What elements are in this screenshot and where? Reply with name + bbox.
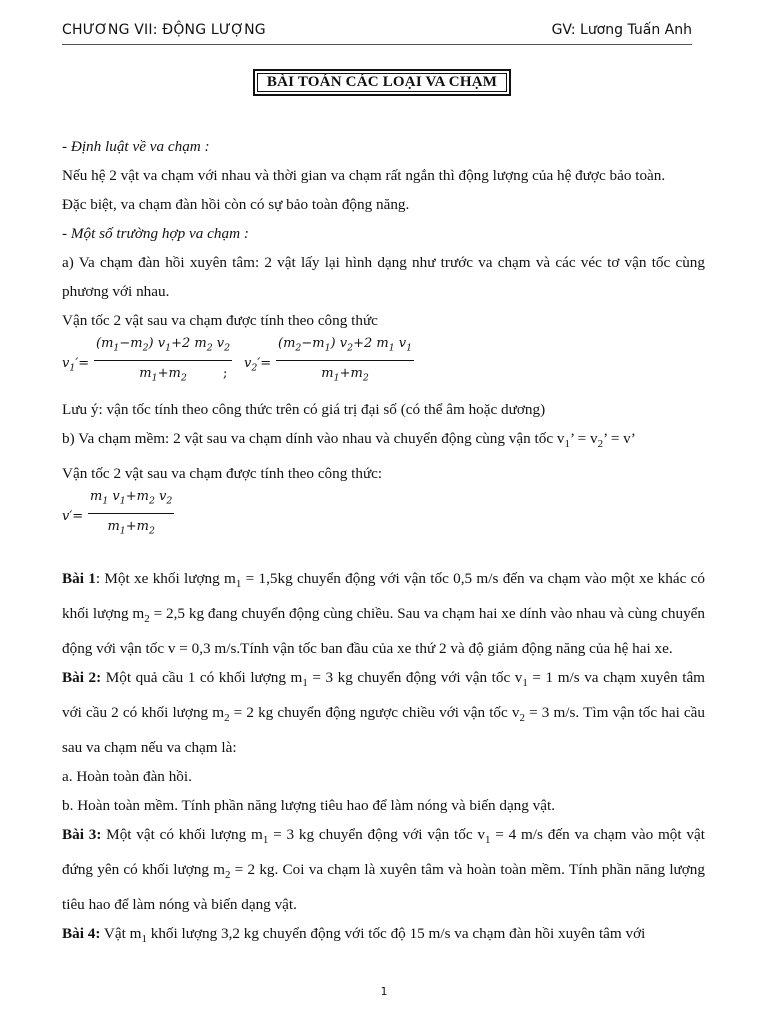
elastic-formulas: $v_1'=$ $\frac{(m_1-m_2) v_1+2 m_2 v_2}{m_1+m_2}$ ; $v_2'=$ $\frac{(m_2-m_1) v_2+2 m_1 v_1}{m_1+m_2}$ — [62, 336, 413, 384]
exercise-1: Bài 1: Một xe khối lượng $m_1 = 1,5kg$ chuyển động với vận tốc 0,5 m/s đến va chạm vào một xe khác có khối lượng $m_2 = 2,5$ kg đang chuyển động cùng chiều. Sau va chạm hai xe dính vào nhau và cùng chuyển động với vận tốc v = 0,3 m/s.Tính vận tốc ban đầu của xe thứ 2 và độ giảm động năng của hệ hai xe. — [62, 570, 706, 658]
title-box — [253, 69, 511, 96]
paragraph-formula-intro: Vận tốc 2 vật sau va chạm được tính theo công thức — [62, 312, 378, 329]
paragraph-momentum-conservation: Nếu hệ 2 vật va chạm với nhau và thời gian va chạm rất ngắn thì động lượng của hệ được bảo toàn. — [62, 167, 666, 184]
exercise-3: Bài 3: Một vật có khối lượng $m_1 = 3$ kg chuyển động với vận tốc $v_1 = 4$ m/s đến va chạm vào một vật đứng yên có khối lượng $m_2 = 2$ kg. Coi va chạm là xuyên tâm và hoàn toàn mềm. Tính phần năng lượng tiêu hao để làm nóng và biến dạng vật. — [62, 826, 705, 914]
chapter-title: CHƯƠNG VII: ĐỘNG LƯỢNG — [62, 22, 266, 38]
paragraph-algebraic-note: Lưu ý: vận tốc tính theo công thức trên có giá trị đại số (có thể âm hoặc dương) — [62, 401, 546, 418]
page-header — [62, 20, 692, 45]
paragraph-kinetic-energy: Đặc biệt, va chạm đàn hồi còn có sự bảo toàn động năng. — [62, 196, 410, 213]
paragraph-elastic-collision: a) Va chạm đàn hồi xuyên tâm: 2 vật lấy lại hình dạng như trước va chạm và các véc tơ vận tốc cùng phương với nhau. — [62, 254, 705, 300]
exercise-2: Bài 2: Một quả cầu 1 có khối lượng $m_1 = 3$ kg chuyển động với vận tốc $v_1 = 1$ m/s va chạm xuyên tâm với cầu 2 có khối lượng $m_2 = 2$ kg chuyển động ngược chiều với vận tốc $v_2 = 3$ m/s. Tìm vận tốc hai cầu sau va chạm nếu va chạm là: — [62, 669, 705, 757]
inelastic-formula: v′= $\frac{m_1 v_1+m_2 v_2}{m_1+m_2}$ — [62, 489, 173, 537]
page-number: 1 — [380, 985, 388, 998]
exercise-2-part-b: b. Hoàn toàn mềm. Tính phần năng lượng tiêu hao để làm nóng và biến dạng vật. — [62, 797, 556, 815]
teacher-name: GV: Lương Tuấn Anh — [551, 22, 692, 38]
exercise-4: Bài 4: Vật $m_1$ khối lượng 3,2 kg chuyển động với tốc độ 15 m/s va chạm đàn hồi xuyên tâm với — [62, 925, 646, 946]
paragraph-formula-intro-2: Vận tốc 2 vật sau va chạm được tính theo công thức: — [62, 465, 383, 483]
paragraph-inelastic-collision: b) Va chạm mềm: 2 vật sau va chạm dính vào nhau và chuyển động cùng vận tốc $v_1$’ = $v_2$’ = v’ — [62, 430, 636, 451]
document-title: BÀI TOÁN CÁC LOẠI VA CHẠM — [257, 73, 507, 92]
exercise-2-part-a: a. Hoàn toàn đàn hồi. — [62, 768, 192, 786]
document-body — [62, 132, 705, 954]
section-heading-cases: - Một số trường hợp va chạm : — [62, 225, 249, 242]
section-heading-law: - Định luật về va chạm : — [62, 138, 210, 155]
